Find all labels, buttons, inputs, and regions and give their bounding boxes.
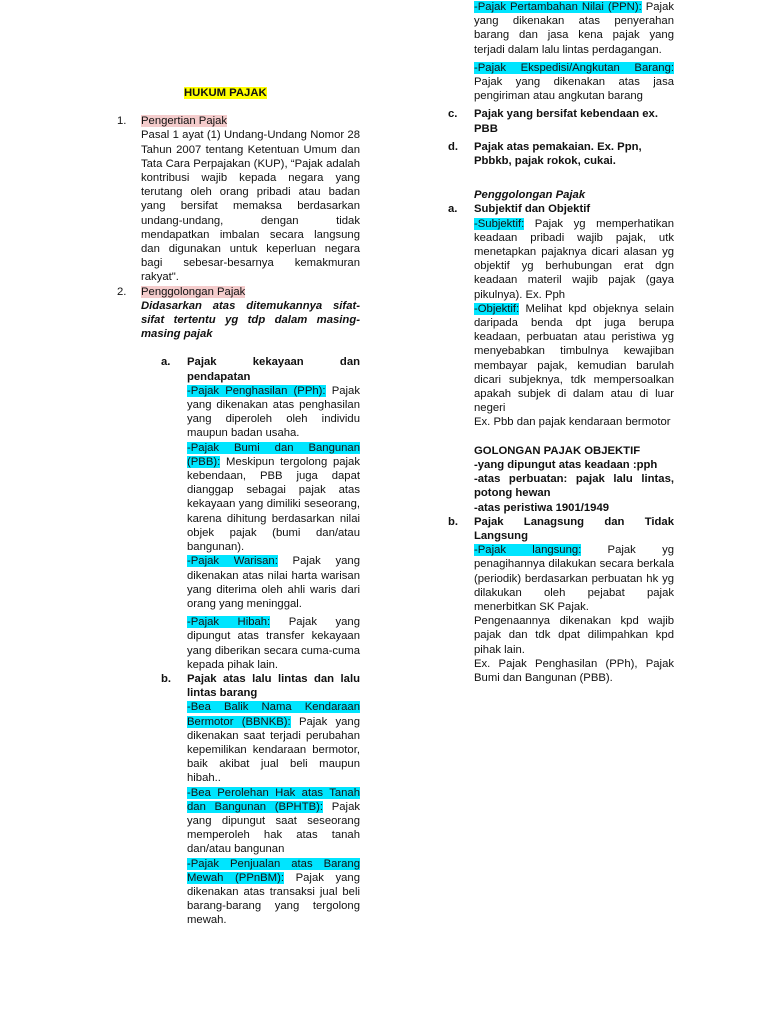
tax-entry	[187, 554, 360, 611]
tax-description: Pajak yang dikenakan atas transaksi jual beli barang-barang yang tergolong mewah.	[187, 871, 360, 927]
item-d	[448, 140, 674, 168]
item-title: Pajak yang bersifat kebendaan ex. PBB	[474, 108, 658, 135]
list-item: -yang dipungut atas keadaan :pph	[474, 458, 658, 471]
item-a	[117, 355, 360, 671]
tax-name: -Pajak Hibah:	[187, 616, 271, 629]
tax-entry	[474, 302, 674, 416]
tax-description: Meskipun tergolong pajak kebendaan, PBB juga dapat dianggap sebagai pajak atas kekayaan yang dimiliki seseorang, karena dihitung berdasarkan nilai objek pajak (bumi dan/atau bangunan).	[187, 455, 360, 554]
tax-description: Pajak yang dikenakan saat terjadi perubahan kepemilikan kendaraan bermotor, baik akibat jual beli maupun hibah..	[187, 715, 360, 785]
section-heading: Penggolongan Pajak	[141, 285, 246, 298]
tax-entry	[187, 615, 360, 672]
tax-name: -Bea Balik Nama Kendaraan Bermotor (BBNKB):	[187, 701, 360, 728]
section-heading: Pengertian Pajak	[141, 115, 228, 128]
tax-name: -Bea Perolehan Hak atas Tanah dan Bangunan (BPHTB):	[187, 786, 360, 813]
section-text: Pasal 1 ayat (1) Undang-Undang Nomor 28 Tahun 2007 tentang Ketentuan Umum dan Tata Cara Perpajakan (KUP), “Pajak adalah kontribusi wajib kepada negara yang terutang oleh orang pribadi atau badan yang bersifat memaksa berdasarkan undang-undang, dengan tidak mendapatkan imbalan secara langsung dan digunakan untuk keperluan negara bagi sebesar-besarnya kemakmuran rakyat".	[141, 129, 360, 284]
tax-description: Pajak yang dikenakan atas penyerahan barang dan jasa kena pajak yang terjadi dalam lalu lintas perdagangan.	[474, 1, 674, 56]
section-number: 1.	[117, 115, 127, 128]
tax-description: Pajak yang dikenakan atas jasa pengiriman atau angkutan barang	[474, 76, 674, 103]
item-c	[448, 107, 674, 135]
section-heading: Penggolongan Pajak	[474, 189, 586, 202]
item-label: b.	[161, 672, 172, 685]
right-column	[448, 1, 674, 685]
document-title: HUKUM PAJAK	[184, 87, 267, 99]
tax-entry	[187, 384, 360, 441]
tax-name: -Pajak Warisan:	[187, 555, 278, 568]
subsection-title: GOLONGAN PAJAK OBJEKTIF	[474, 444, 641, 457]
item-b-langsung	[448, 515, 674, 685]
tax-entry	[474, 217, 674, 302]
tax-name: -Pajak langsung:	[474, 544, 582, 557]
item-label: c.	[448, 108, 458, 121]
tax-description: Pajak yang dipungut atas transfer kekayaan yang diberikan secara cuma-cuma kepada pihak lain.	[187, 616, 360, 671]
item-label: a.	[448, 203, 458, 216]
item-label: b.	[448, 515, 459, 528]
tax-entry	[474, 543, 674, 614]
tax-description: Pajak yang dikenakan atas penghasilan yang diperoleh oleh individu maupun badan usaha.	[187, 384, 360, 440]
tax-name: -Pajak Ekspedisi/Angkutan Barang:	[474, 61, 674, 74]
paragraph: Pengenaannya dikenakan kpd wajib pajak dan tdk dpat dilimpahkan kpd pihak lain.	[474, 615, 674, 656]
item-title: Pajak atas pemakaian. Ex. Ppn, Pbbkb, pajak rokok, cukai.	[474, 140, 642, 168]
section-2	[117, 285, 360, 342]
tax-description: Pajak yg memperhatikan keadaan pribadi wajib pajak, utk menetapkan pajaknya dicari alasan yg objektif yg berhubungan erat dgn keadaan materil wajib pajak (gaya pikulnya). Ex. Pph	[474, 217, 674, 301]
tax-name: -Pajak Penghasilan (PPh):	[187, 384, 326, 397]
item-a-subjektif	[448, 202, 674, 429]
tax-name: -Subjektif:	[474, 217, 525, 230]
tax-entry	[474, 0, 674, 57]
left-column	[117, 86, 360, 928]
item-title: Pajak kekayaan dan pendapatan	[187, 356, 360, 383]
tax-entry	[187, 441, 360, 555]
tax-description: Pajak yang dikenakan atas nilai harta warisan yang diterima oleh ahli waris dari orang yang meninggal.	[187, 555, 360, 610]
item-label: d.	[448, 140, 459, 153]
item-title: Pajak Lanagsung dan Tidak Langsung	[474, 515, 674, 542]
tax-entry	[187, 700, 360, 785]
tax-description: Pajak yg penagihannya dilakukan secara berkala (periodik) berdasarkan perbuatan hk yg dilakukan oleh pejabat pajak menerbitkan SK Pajak.	[474, 544, 674, 613]
tax-entry	[187, 786, 360, 857]
tax-name: -Pajak Penjualan atas Barang Mewah (PPnBM):	[187, 857, 360, 884]
tax-name: -Pajak Bumi dan Bangunan (PBB):	[187, 441, 360, 468]
tax-description: Pajak yang dipungut saat seseorang memperoleh hak atas tanah dan/atau bangunan	[187, 800, 361, 856]
item-b	[117, 672, 360, 928]
list-item: -atas perbuatan: pajak lalu lintas, potong hewan	[474, 473, 674, 500]
tax-entry	[187, 857, 360, 928]
item-label: a.	[161, 356, 171, 369]
section-intro: Didasarkan atas ditemukannya sifat-sifat tertentu yg tdp dalam masing-masing pajak	[141, 299, 360, 341]
tax-name: -Objektif:	[474, 302, 520, 315]
section-number: 2.	[117, 285, 127, 298]
item-title: Subjektif dan Objektif	[474, 203, 591, 216]
example-text: Ex. Pbb dan pajak kendaraan bermotor	[474, 416, 671, 429]
item-title: Pajak atas lalu lintas dan lalu lintas barang	[187, 672, 360, 700]
tax-name: -Pajak Pertambahan Nilai (PPN):	[474, 1, 642, 13]
section-1	[117, 114, 360, 284]
list-item: -atas peristiwa 1901/1949	[474, 501, 610, 514]
example-text: Ex. Pajak Penghasilan (PPh), Pajak Bumi dan Bangunan (PBB).	[474, 657, 674, 684]
tax-description: Melihat kpd objeknya selain daripada benda dpt juga berupa keadaan, perbuatan atau peristiwa yg menyebabkan timbulnya kewajiban membayar pajak, kemudian barulah dicari subjeknya, tdk mempersoalkan apakah subjek di dalam atau di luar negeri	[474, 302, 674, 415]
tax-entry	[474, 61, 674, 104]
